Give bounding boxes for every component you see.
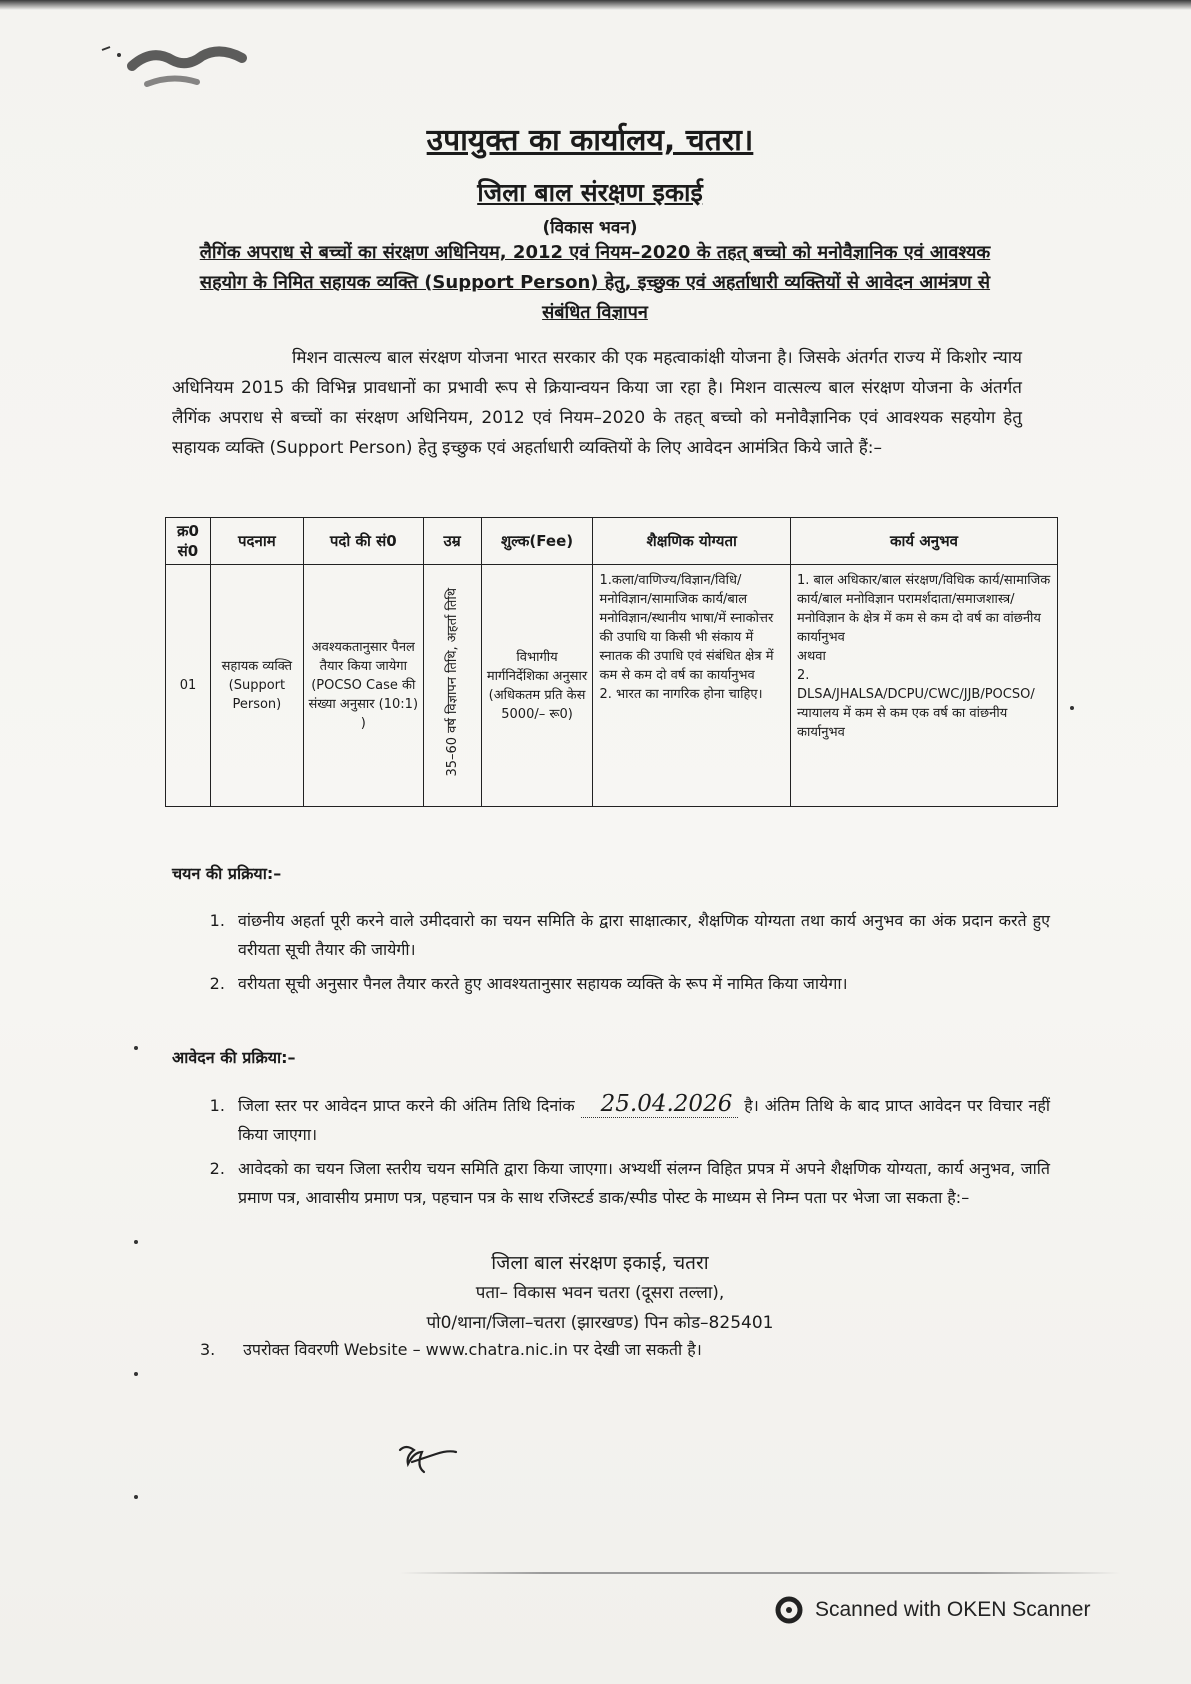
scan-edge: [0, 0, 1191, 10]
stamp-smudge-icon: [92, 36, 262, 96]
speck: [134, 1046, 138, 1050]
cell-sno: 01: [166, 565, 211, 807]
speck: [134, 1495, 138, 1499]
col-header-sno: क्र0 सं0: [166, 518, 211, 565]
cell-experience: [791, 565, 1058, 807]
item-number: 3.: [200, 1340, 216, 1359]
cell-post: सहायक व्यक्ति (Support Person): [210, 565, 303, 807]
office-title: उपायुक्त का कार्यालय, चतरा।: [426, 123, 754, 158]
cell-count: अवश्यकतानुसार पैनल तैयार किया जायेगा (POCSO Case की संख्या अनुसार (10:1) ): [303, 565, 423, 807]
experience-or: अथवा: [797, 649, 826, 664]
list-item: 2. वरीयता सूची अनुसार पैनल तैयार करते हुए आवश्यतानुसार सहायक व्यक्ति के रूप में नामित किया जायेगा।: [230, 969, 1050, 998]
speck: [134, 1372, 138, 1376]
col-header-qualification: शैक्षणिक योग्यता: [593, 518, 791, 565]
qualification-2: 2. भारत का नागरिक होना चाहिए।: [599, 687, 763, 702]
table-row: [166, 565, 1058, 807]
col-header-count: पदो की सं0: [303, 518, 423, 565]
col-header-age: उम्र: [423, 518, 481, 565]
col-header-post: पदनाम: [210, 518, 303, 565]
posts-table: [165, 517, 1058, 807]
application-title: आवेदन की प्रक्रिया:–: [172, 1048, 296, 1067]
cell-qualification: [593, 565, 791, 807]
handwritten-last-date: 25.04.2026: [581, 1091, 739, 1118]
scanner-label: Scanned with OKEN Scanner: [815, 1598, 1091, 1621]
unit-title: जिला बाल संरक्षण इकाई: [477, 178, 703, 207]
speck: [1070, 706, 1074, 710]
application-list: [200, 1090, 1050, 1217]
speck: [117, 53, 121, 57]
cell-age: [423, 565, 481, 807]
list-item: [230, 1090, 1050, 1149]
selection-list: [200, 906, 1050, 1003]
postal-address: [300, 1248, 900, 1338]
address-line-1: जिला बाल संरक्षण इकाई, चतरा: [491, 1252, 709, 1274]
col-header-fee: शुल्क(Fee): [481, 518, 593, 565]
deadline-text-before: जिला स्तर पर आवेदन प्राप्त करने की अंतिम तिथि दिनांक: [238, 1096, 575, 1115]
scanner-watermark: [775, 1590, 1090, 1630]
table-header-row: [166, 518, 1058, 565]
signature-icon: [392, 1440, 462, 1480]
deadline-text-after: है। अंतिम तिथि के बाद प्राप्त आवेदन पर विचार नहीं किया जाएगा।: [238, 1096, 1051, 1144]
list-item: 1. वांछनीय अहर्ता पूरी करने वाले उमीदवारो का चयन समिति के द्वारा साक्षात्कार, शैक्षणिक योग्यता तथा कार्य अनुभव का अंक प्रदान करते हुए वरीयता सूची तैयार की जायेगी।: [230, 906, 1050, 964]
address-line-2: पता– विकास भवन चतरा (दूसरा तल्ला),: [475, 1283, 725, 1303]
list-item: 2. आवेदको का चयन जिला स्तरीय चयन समिति द्वारा किया जाएगा। अभ्यर्थी संलग्न विहित प्रपत्र में अपने शैक्षणिक योग्यता, कार्य अनुभव, जाति प्रमाण पत्र, आवासीय प्रमाण पत्र, पहचान पत्र के साथ रजिस्टर्ड डाक/स्पीड पोस्ट के माध्यम से निम्न पता पर भेजा जा सकता है:–: [230, 1154, 1050, 1212]
website-note: [200, 1338, 702, 1360]
col-header-experience: कार्य अनुभव: [791, 518, 1058, 565]
age-text: 35–60 वर्ष विज्ञापन तिथि, अहर्ता तिथि: [444, 588, 460, 777]
oken-logo-icon: [775, 1596, 803, 1624]
building-subtitle: (विकास भवन): [542, 218, 638, 238]
scan-bottom-line: [400, 1572, 1120, 1574]
selection-title: चयन की प्रक्रिया:–: [172, 864, 282, 883]
website-text: उपरोक्त विवरणी Website – www.chatra.nic.in पर देखी जा सकती है।: [243, 1340, 702, 1359]
experience-2: 2. DLSA/JHALSA/DCPU/CWC/JJB/POCSO/ न्यायालय में कम से कम एक वर्ष का वांछनीय कार्यानुभव: [797, 668, 1035, 740]
cell-fee: विभागीय मार्गनिर्देशिका अनुसार (अधिकतम प्रति केस 5000/– रू0): [481, 565, 593, 807]
address-line-3: पो0/थाना/जिला–चतरा (झारखण्ड) पिन कोड–825401: [426, 1313, 774, 1333]
intro-paragraph: मिशन वात्सल्य बाल संरक्षण योजना भारत सरकार की एक महत्वाकांक्षी योजना है। जिसके अंतर्गत राज्य में किशोर न्याय अधिनियम 2015 की विभिन्न प्रावधानों का प्रभावी रूप से क्रियान्वयन किया जा रहा है। मिशन वात्सल्य बाल संरक्षण योजना के अंतर्गत लैगिंक अपराध से बच्चों का संरक्षण अधिनियम, 2012 एवं नियम–2020 के तहत् बच्चो को मनोवैज्ञानिक एवं आवश्यक सहयोग हेतु सहायक व्यक्ति (Support Person) हेतु इच्छुक एवं अहर्ताधारी व्यक्तियों के लिए आवेदन आमंत्रित किये जाते हैं:–: [172, 348, 1022, 458]
speck: [134, 1240, 138, 1244]
experience-1: 1. बाल अधिकार/बाल संरक्षण/विधिक कार्य/सामाजिक कार्य/बाल मनोविज्ञान परामर्शदाता/समाजशास्त्र/मनोविज्ञान के क्षेत्र में कम से कम दो वर्ष का वांछनीय कार्यानुभव: [797, 573, 1051, 645]
notice-subject: लैगिंक अपराध से बच्चों का संरक्षण अधिनियम, 2012 एवं नियम–2020 के तहत् बच्चो को मनोवैज्ञानिक एवं आवश्यक सहयोग के निमित सहायक व्यक्ति (Support Person) हेतु, इच्छुक एवं अहर्ताधारी व्यक्तियों से आवेदन आमंत्रण से संबंधित विज्ञापन: [199, 242, 991, 323]
qualification-1: 1.कला/वाणिज्य/विज्ञान/विधि/मनोविज्ञान/सामाजिक कार्य/बाल मनोविज्ञान/स्थानीय भाषा/में स्नाकोत्तर की उपाधि या किसी भी संकाय में स्नातक की उपाधि एवं संबंधित क्षेत्र में कम से कम दो वर्ष का कार्यानुभव: [599, 573, 774, 683]
